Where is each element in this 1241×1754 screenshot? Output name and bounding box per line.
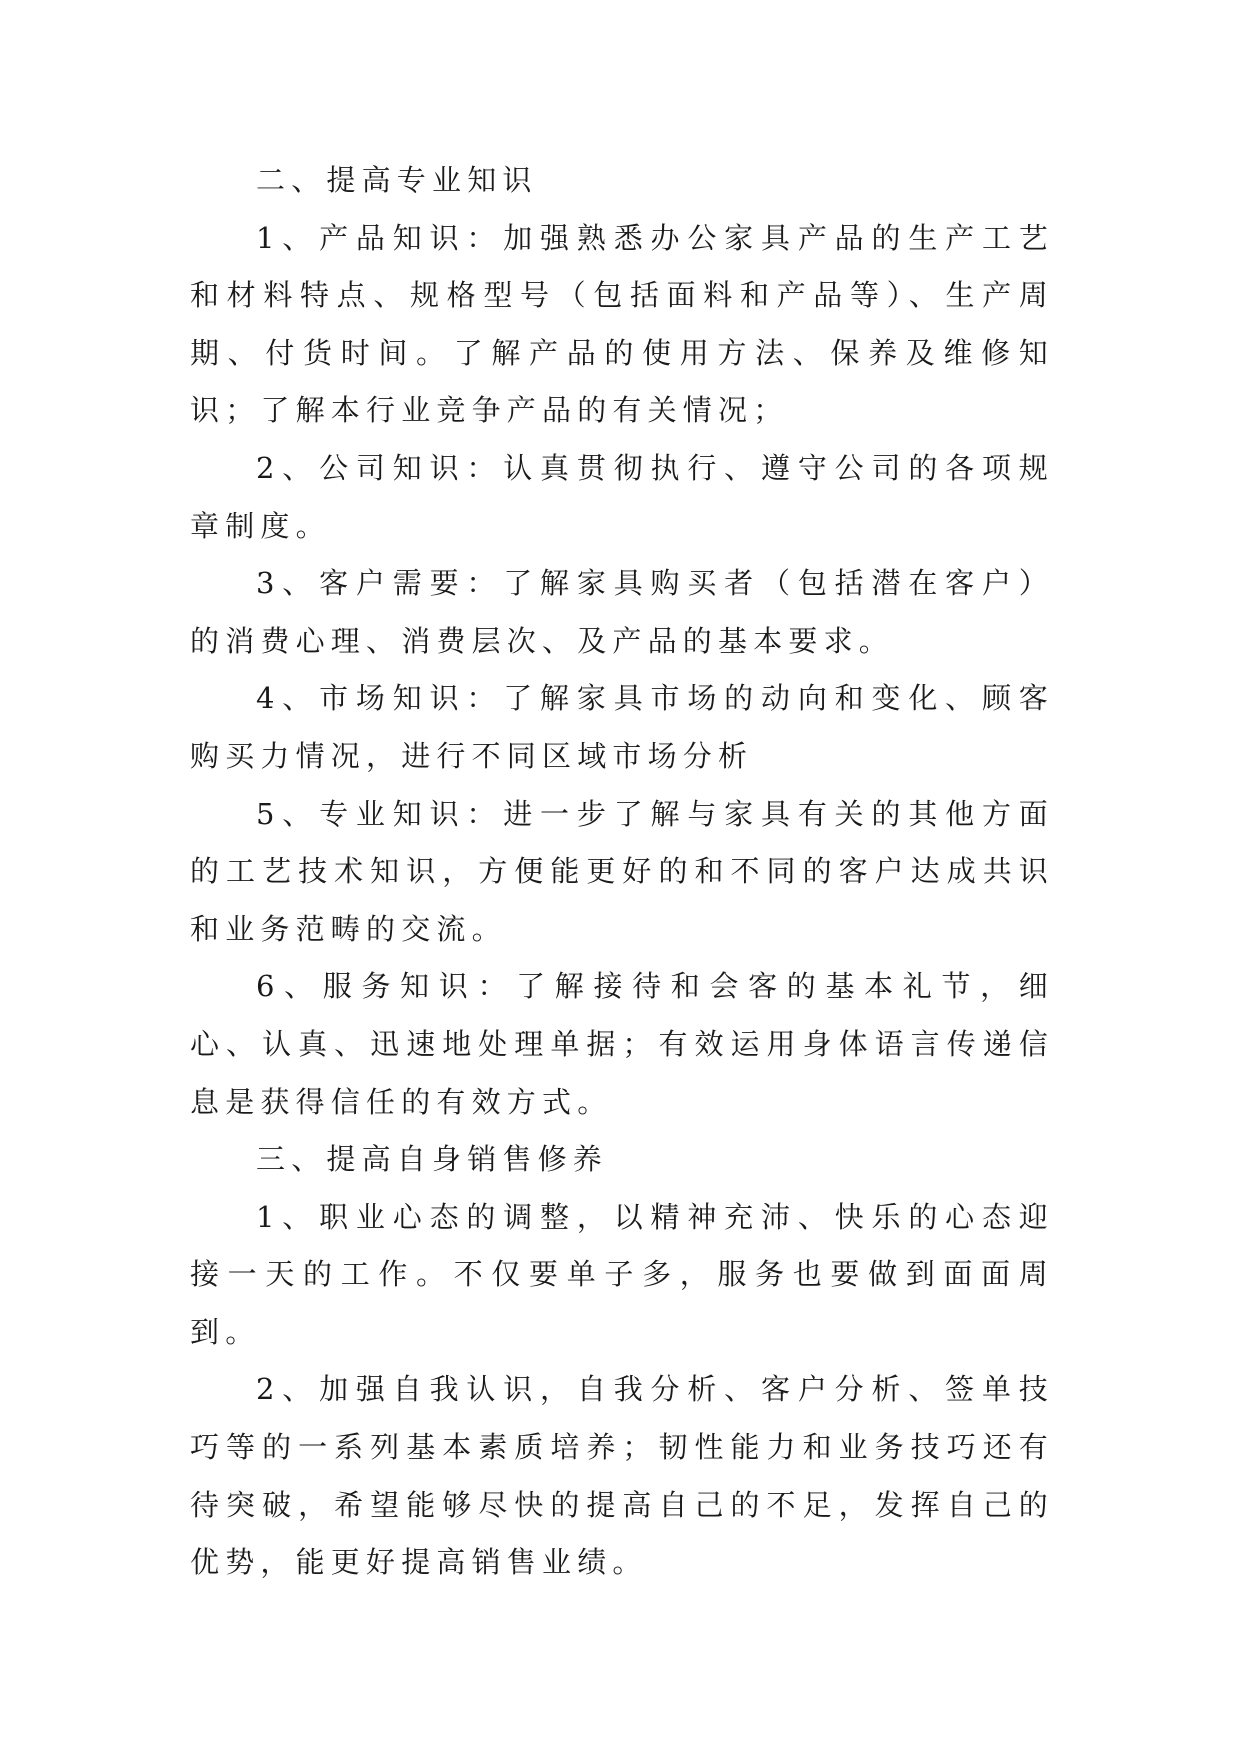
document-body: [190, 152, 1054, 1592]
paragraph-customer-needs: 3、客户需要：了解家具购买者（包括潜在客户）的消费心理、消费层次、及产品的基本要求。: [190, 566, 1054, 658]
paragraph-market-knowledge: 4、市场知识：了解家具市场的动向和变化、顾客购买力情况，进行不同区域市场分析: [190, 681, 1054, 773]
section-heading-professional-knowledge: 二、提高专业知识: [256, 163, 538, 197]
paragraph-service-knowledge: 6、服务知识：了解接待和会客的基本礼节，细心、认真、迅速地处理单据；有效运用身体语言传递信息是获得信任的有效方式。: [190, 969, 1054, 1119]
paragraph-company-knowledge: 2、公司知识：认真贯彻执行、遵守公司的各项规章制度。: [190, 450, 1054, 543]
paragraph-professional-mindset: 1、职业心态的调整，以精神充沛、快乐的心态迎接一天的工作。不仅要单子多，服务也要做到面面周到。: [190, 1199, 1054, 1349]
paragraph-specialist-knowledge: 5、专业知识：进一步了解与家具有关的其他方面的工艺技术知识，方便能更好的和不同的客户达成共识和业务范畴的交流。: [190, 796, 1054, 946]
section-heading-sales-cultivation: 三、提高自身销售修养: [256, 1142, 609, 1177]
paragraph-product-knowledge: 1、产品知识：加强熟悉办公家具产品的生产工艺和材料特点、规格型号（包括面料和产品等）、生产周期、付货时间。了解产品的使用方法、保养及维修知识；了解本行业竞争产品的有关情况；: [190, 220, 1054, 428]
paragraph-self-awareness: 2、加强自我认识，自我分析、客户分析、签单技巧等的一系列基本素质培养；韧性能力和业务技巧还有待突破，希望能够尽快的提高自己的不足，发挥自己的优势，能更好提高销售业绩。: [190, 1372, 1054, 1580]
